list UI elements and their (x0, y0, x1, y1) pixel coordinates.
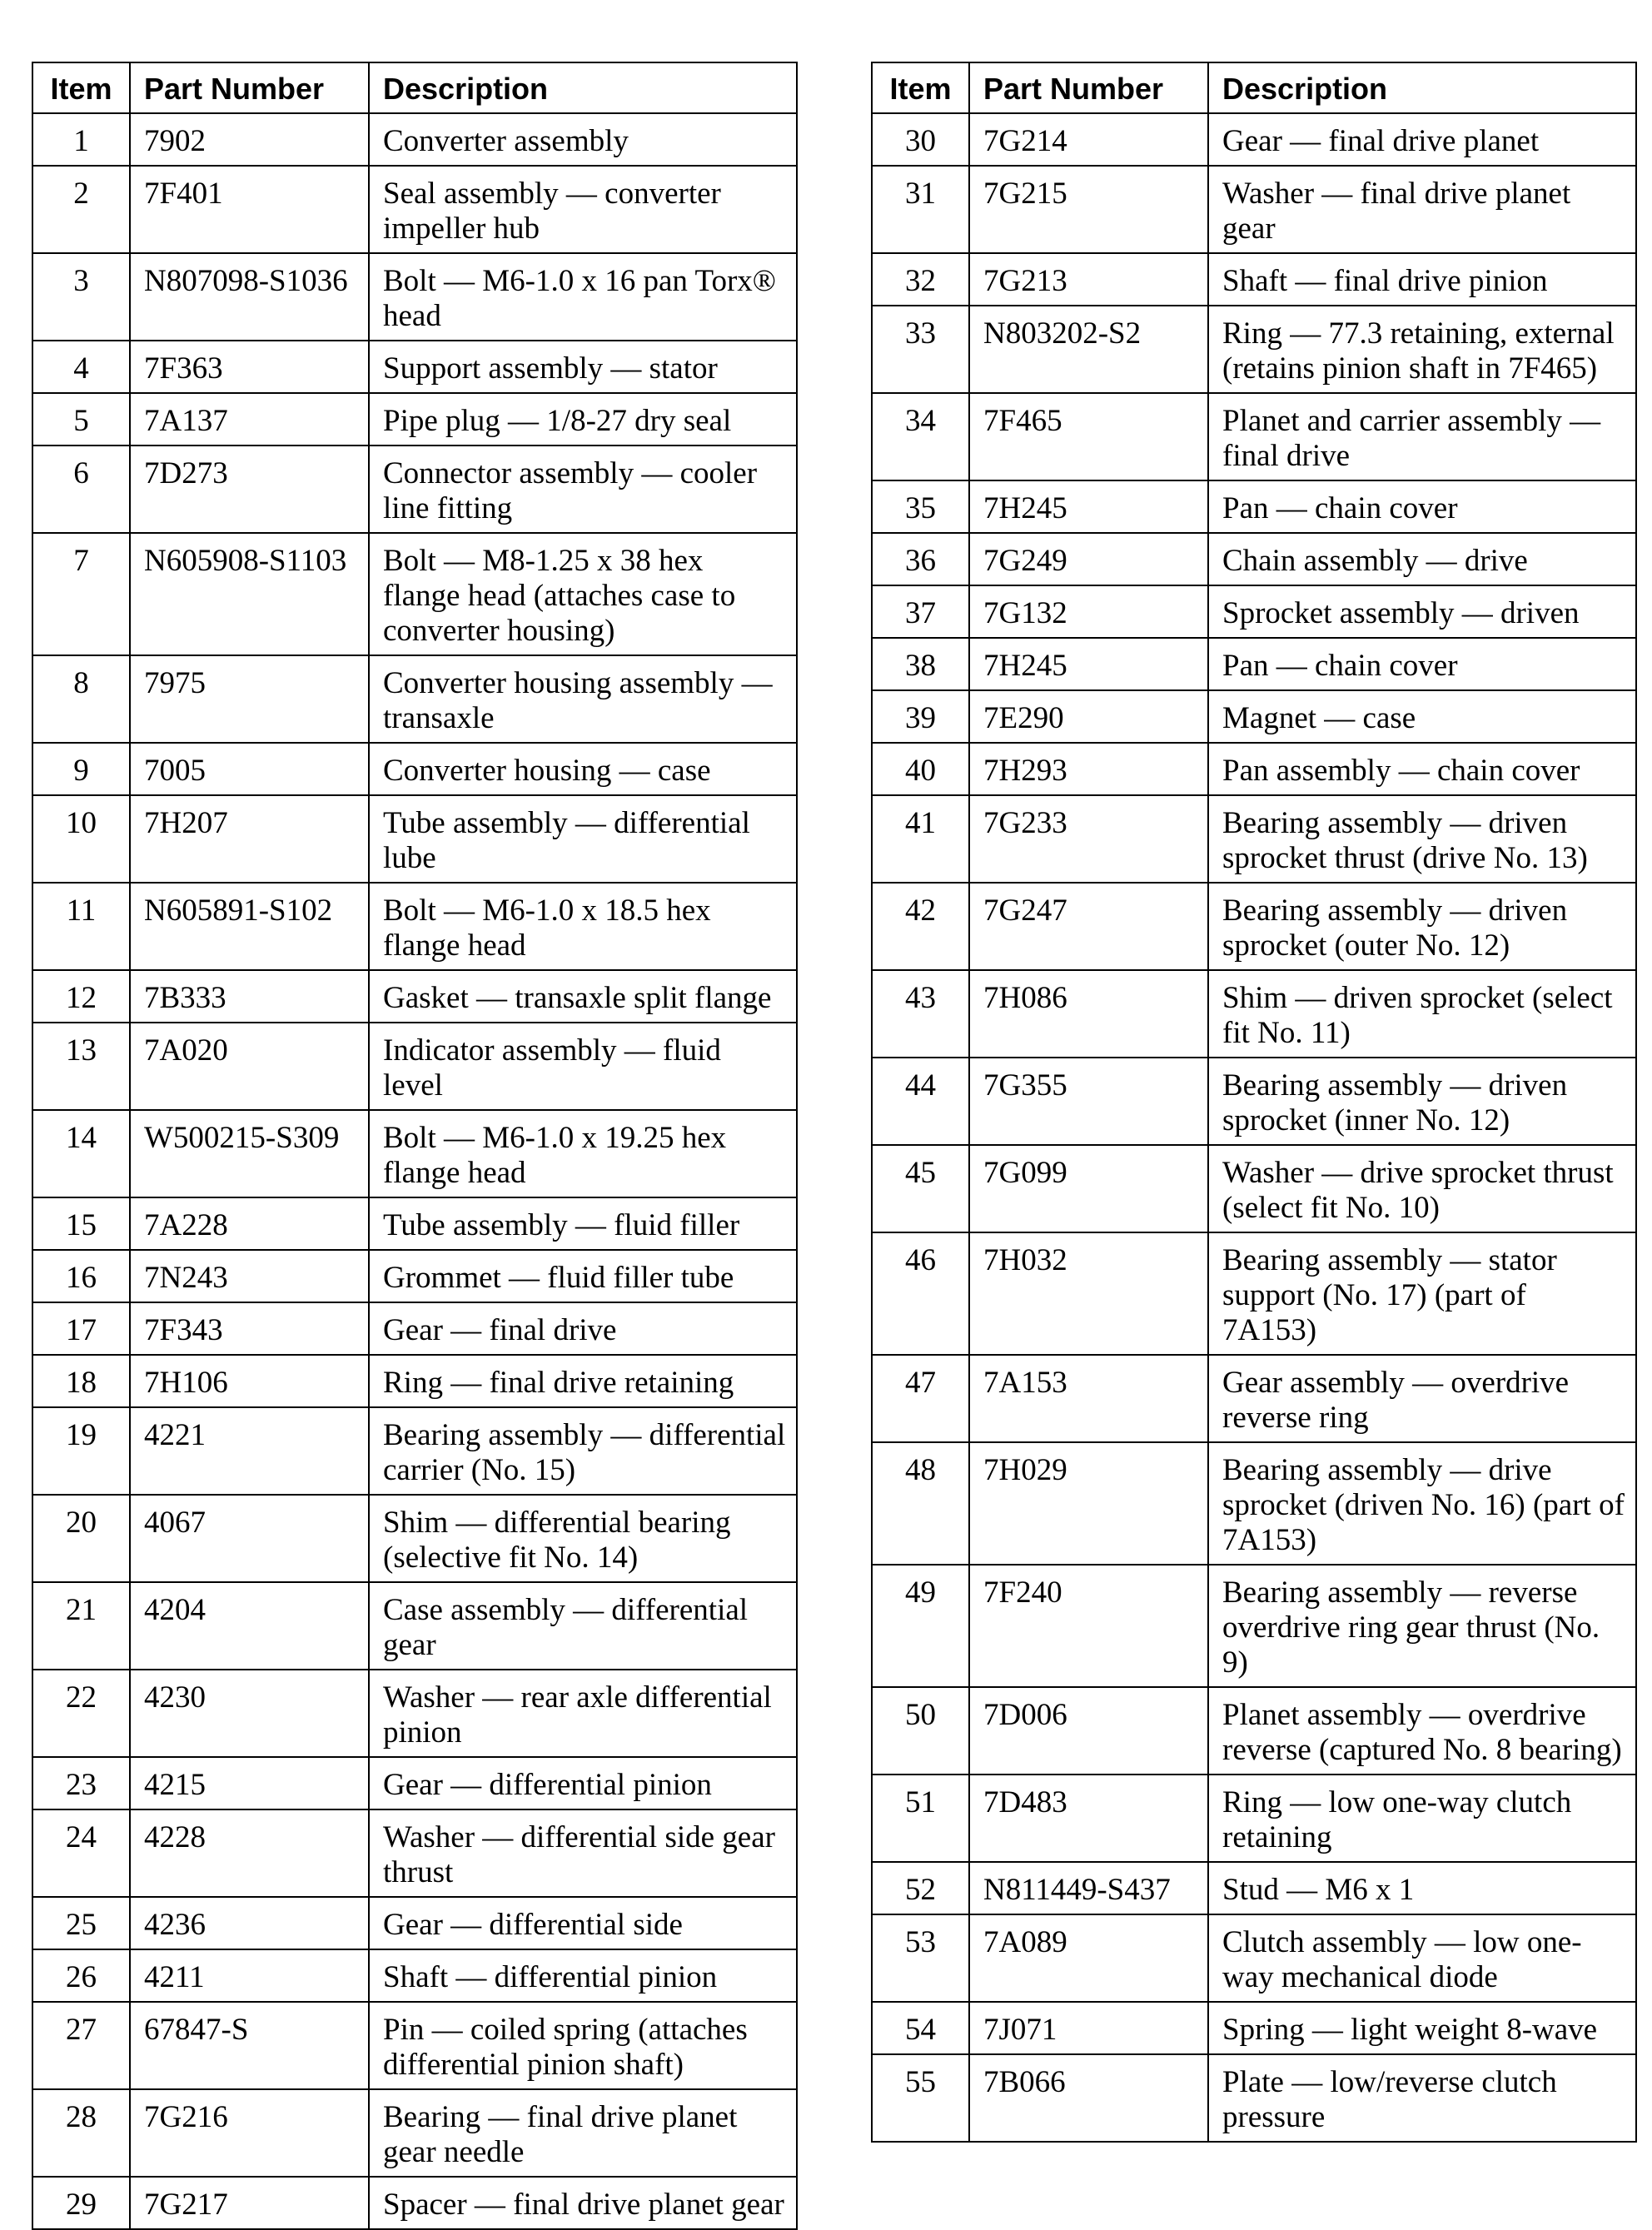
part-number: 7G214 (969, 113, 1208, 166)
part-description: Ring — final drive retaining (369, 1355, 797, 1407)
table-row (32, 1302, 797, 1355)
part-number: 4067 (130, 1495, 369, 1582)
part-number: 7F401 (130, 166, 369, 253)
item-number: 54 (872, 2002, 969, 2054)
header-description: Description (369, 62, 797, 113)
table-row (872, 883, 1636, 970)
table-row (32, 1757, 797, 1809)
part-description: Bearing assembly — driven sprocket thrust (drive No. 13) (1208, 795, 1636, 883)
item-number: 34 (872, 393, 969, 480)
part-description: Support assembly — stator (369, 341, 797, 393)
table-row (32, 795, 797, 883)
table-row (872, 166, 1636, 253)
item-number: 45 (872, 1145, 969, 1232)
part-number: 4228 (130, 1809, 369, 1897)
part-description: Bearing assembly — driven sprocket (inner No. 12) (1208, 1058, 1636, 1145)
parts-table-left-body (32, 113, 797, 2229)
table-row (32, 1949, 797, 2002)
table-row (32, 2089, 797, 2177)
item-number: 24 (32, 1809, 130, 1897)
part-description: Spring — light weight 8-wave (1208, 2002, 1636, 2054)
part-number: 7F240 (969, 1565, 1208, 1687)
part-description: Planet assembly — overdrive reverse (captured No. 8 bearing) (1208, 1687, 1636, 1775)
item-number: 51 (872, 1775, 969, 1862)
item-number: 48 (872, 1442, 969, 1565)
part-description: Converter housing — case (369, 743, 797, 795)
table-row (872, 1914, 1636, 2002)
item-number: 14 (32, 1110, 130, 1197)
part-description: Pan — chain cover (1208, 638, 1636, 690)
part-number: 7D006 (969, 1687, 1208, 1775)
item-number: 50 (872, 1687, 969, 1775)
table-row (32, 533, 797, 655)
table-row (872, 393, 1636, 480)
item-number: 28 (32, 2089, 130, 2177)
part-description: Bearing assembly — driven sprocket (outer No. 12) (1208, 883, 1636, 970)
part-number: N811449-S437 (969, 1862, 1208, 1914)
table-row (32, 393, 797, 446)
table-row (32, 743, 797, 795)
item-number: 20 (32, 1495, 130, 1582)
table-row (872, 1355, 1636, 1442)
part-number: 7H293 (969, 743, 1208, 795)
table-row (32, 1809, 797, 1897)
table-row (32, 1897, 797, 1949)
part-description: Indicator assembly — fluid level (369, 1023, 797, 1110)
part-description: Shaft — final drive pinion (1208, 253, 1636, 306)
part-number: 7N243 (130, 1250, 369, 1302)
item-number: 21 (32, 1582, 130, 1670)
part-description: Sprocket assembly — driven (1208, 585, 1636, 638)
item-number: 47 (872, 1355, 969, 1442)
part-description: Connector assembly — cooler line fitting (369, 446, 797, 533)
item-number: 16 (32, 1250, 130, 1302)
item-number: 7 (32, 533, 130, 655)
table-row (32, 1670, 797, 1757)
part-description: Tube assembly — fluid filler (369, 1197, 797, 1250)
part-number: 7005 (130, 743, 369, 795)
part-number: 7G249 (969, 533, 1208, 585)
parts-table-left (32, 62, 798, 2230)
header-part-number: Part Number (130, 62, 369, 113)
item-number: 9 (32, 743, 130, 795)
part-number: 7975 (130, 655, 369, 743)
part-description: Bearing assembly — drive sprocket (driven No. 16) (part of 7A153) (1208, 1442, 1636, 1565)
part-description: Clutch assembly — low one-way mechanical diode (1208, 1914, 1636, 2002)
table-header-row (872, 62, 1636, 113)
part-number: 7B333 (130, 970, 369, 1023)
part-number: N605908-S1103 (130, 533, 369, 655)
table-row (872, 1442, 1636, 1565)
part-number: 67847-S (130, 2002, 369, 2089)
table-row (872, 1232, 1636, 1355)
part-description: Planet and carrier assembly — final drive (1208, 393, 1636, 480)
part-number: 7G217 (130, 2177, 369, 2229)
table-row (872, 690, 1636, 743)
part-description: Bearing assembly — stator support (No. 17) (part of 7A153) (1208, 1232, 1636, 1355)
part-number: 7A228 (130, 1197, 369, 1250)
table-row (872, 306, 1636, 393)
part-number: 7G247 (969, 883, 1208, 970)
table-row (32, 1355, 797, 1407)
part-description: Bolt — M6-1.0 x 18.5 hex flange head (369, 883, 797, 970)
item-number: 17 (32, 1302, 130, 1355)
part-description: Ring — 77.3 retaining, external (retains pinion shaft in 7F465) (1208, 306, 1636, 393)
item-number: 19 (32, 1407, 130, 1495)
item-number: 43 (872, 970, 969, 1058)
item-number: 15 (32, 1197, 130, 1250)
part-number: 7A153 (969, 1355, 1208, 1442)
part-number: 7A020 (130, 1023, 369, 1110)
part-number: 7G099 (969, 1145, 1208, 1232)
table-row (32, 1197, 797, 1250)
part-number: 4211 (130, 1949, 369, 2002)
part-number: 4230 (130, 1670, 369, 1757)
part-description: Tube assembly — differential lube (369, 795, 797, 883)
part-description: Washer — final drive planet gear (1208, 166, 1636, 253)
item-number: 40 (872, 743, 969, 795)
part-description: Spacer — final drive planet gear (369, 2177, 797, 2229)
part-number: 7J071 (969, 2002, 1208, 2054)
table-row (872, 585, 1636, 638)
item-number: 46 (872, 1232, 969, 1355)
part-description: Gear — differential side (369, 1897, 797, 1949)
part-description: Bolt — M6-1.0 x 19.25 hex flange head (369, 1110, 797, 1197)
part-description: Case assembly — differential gear (369, 1582, 797, 1670)
table-row (32, 1495, 797, 1582)
part-number: 7B066 (969, 2054, 1208, 2142)
part-description: Gear assembly — overdrive reverse ring (1208, 1355, 1636, 1442)
part-number: 7G132 (969, 585, 1208, 638)
part-number: 7H245 (969, 480, 1208, 533)
part-description: Washer — rear axle differential pinion (369, 1670, 797, 1757)
table-row (32, 2177, 797, 2229)
part-number: 7F343 (130, 1302, 369, 1355)
part-description: Pan — chain cover (1208, 480, 1636, 533)
item-number: 32 (872, 253, 969, 306)
part-number: 7A089 (969, 1914, 1208, 2002)
part-description: Pan assembly — chain cover (1208, 743, 1636, 795)
table-row (872, 1058, 1636, 1145)
header-item: Item (32, 62, 130, 113)
part-number: 7E290 (969, 690, 1208, 743)
table-row (32, 166, 797, 253)
item-number: 12 (32, 970, 130, 1023)
table-row (872, 2002, 1636, 2054)
item-number: 41 (872, 795, 969, 883)
part-description: Shim — differential bearing (selective fit No. 14) (369, 1495, 797, 1582)
part-description: Gear — final drive planet (1208, 113, 1636, 166)
part-description: Shim — driven sprocket (select fit No. 11) (1208, 970, 1636, 1058)
table-row (32, 1250, 797, 1302)
table-row (872, 533, 1636, 585)
part-description: Ring — low one-way clutch retaining (1208, 1775, 1636, 1862)
part-description: Converter housing assembly — transaxle (369, 655, 797, 743)
part-description: Stud — M6 x 1 (1208, 1862, 1636, 1914)
part-description: Pin — coiled spring (attaches differential pinion shaft) (369, 2002, 797, 2089)
table-row (872, 253, 1636, 306)
table-row (872, 743, 1636, 795)
item-number: 3 (32, 253, 130, 341)
item-number: 38 (872, 638, 969, 690)
part-description: Bearing — final drive planet gear needle (369, 2089, 797, 2177)
parts-table-right-body (872, 113, 1636, 2142)
part-description: Pipe plug — 1/8-27 dry seal (369, 393, 797, 446)
part-description: Bolt — M6-1.0 x 16 pan Torx® head (369, 253, 797, 341)
table-row (872, 113, 1636, 166)
table-row (32, 2002, 797, 2089)
table-row (32, 970, 797, 1023)
part-number: 7902 (130, 113, 369, 166)
table-row (872, 1145, 1636, 1232)
item-number: 29 (32, 2177, 130, 2229)
part-number: 7G216 (130, 2089, 369, 2177)
item-number: 37 (872, 585, 969, 638)
item-number: 27 (32, 2002, 130, 2089)
part-description: Grommet — fluid filler tube (369, 1250, 797, 1302)
item-number: 5 (32, 393, 130, 446)
item-number: 53 (872, 1914, 969, 2002)
part-description: Magnet — case (1208, 690, 1636, 743)
item-number: 35 (872, 480, 969, 533)
table-row (32, 1582, 797, 1670)
item-number: 23 (32, 1757, 130, 1809)
part-number: 7F363 (130, 341, 369, 393)
part-description: Seal assembly — converter impeller hub (369, 166, 797, 253)
part-number: 7H207 (130, 795, 369, 883)
part-number: 7G213 (969, 253, 1208, 306)
part-number: 7H086 (969, 970, 1208, 1058)
item-number: 31 (872, 166, 969, 253)
part-number: N807098-S1036 (130, 253, 369, 341)
table-row (872, 638, 1636, 690)
part-number: 7D273 (130, 446, 369, 533)
part-number: 4204 (130, 1582, 369, 1670)
item-number: 8 (32, 655, 130, 743)
table-row (872, 1862, 1636, 1914)
part-number: 7D483 (969, 1775, 1208, 1862)
part-description: Bolt — M8-1.25 x 38 hex flange head (attaches case to converter housing) (369, 533, 797, 655)
table-row (872, 795, 1636, 883)
part-number: 7H245 (969, 638, 1208, 690)
item-number: 22 (32, 1670, 130, 1757)
table-row (872, 1775, 1636, 1862)
table-row (872, 1565, 1636, 1687)
table-header-row (32, 62, 797, 113)
table-row (32, 1023, 797, 1110)
item-number: 52 (872, 1862, 969, 1914)
header-description: Description (1208, 62, 1636, 113)
part-number: N605891-S102 (130, 883, 369, 970)
part-number: 7H032 (969, 1232, 1208, 1355)
item-number: 25 (32, 1897, 130, 1949)
table-row (872, 1687, 1636, 1775)
table-row (872, 480, 1636, 533)
part-description: Gear — final drive (369, 1302, 797, 1355)
part-number: 7H106 (130, 1355, 369, 1407)
item-number: 6 (32, 446, 130, 533)
table-row (32, 1110, 797, 1197)
table-row (32, 253, 797, 341)
item-number: 13 (32, 1023, 130, 1110)
part-number: 7H029 (969, 1442, 1208, 1565)
table-row (32, 883, 797, 970)
item-number: 4 (32, 341, 130, 393)
parts-table-right (871, 62, 1637, 2143)
part-description: Gear — differential pinion (369, 1757, 797, 1809)
item-number: 39 (872, 690, 969, 743)
item-number: 44 (872, 1058, 969, 1145)
part-description: Bearing assembly — differential carrier (No. 15) (369, 1407, 797, 1495)
part-description: Bearing assembly — reverse overdrive ring gear thrust (No. 9) (1208, 1565, 1636, 1687)
item-number: 1 (32, 113, 130, 166)
part-description: Washer — drive sprocket thrust (select fit No. 10) (1208, 1145, 1636, 1232)
item-number: 55 (872, 2054, 969, 2142)
part-number: 4215 (130, 1757, 369, 1809)
part-description: Chain assembly — drive (1208, 533, 1636, 585)
item-number: 49 (872, 1565, 969, 1687)
part-number: 4221 (130, 1407, 369, 1495)
item-number: 10 (32, 795, 130, 883)
item-number: 11 (32, 883, 130, 970)
table-row (872, 970, 1636, 1058)
part-description: Plate — low/reverse clutch pressure (1208, 2054, 1636, 2142)
item-number: 30 (872, 113, 969, 166)
part-number: 7G233 (969, 795, 1208, 883)
part-number: W500215-S309 (130, 1110, 369, 1197)
part-description: Shaft — differential pinion (369, 1949, 797, 2002)
table-row (32, 113, 797, 166)
part-number: 7F465 (969, 393, 1208, 480)
table-row (32, 655, 797, 743)
table-row (872, 2054, 1636, 2142)
item-number: 26 (32, 1949, 130, 2002)
part-number: 7A137 (130, 393, 369, 446)
part-number: 4236 (130, 1897, 369, 1949)
header-part-number: Part Number (969, 62, 1208, 113)
table-row (32, 446, 797, 533)
item-number: 33 (872, 306, 969, 393)
part-number: N803202-S2 (969, 306, 1208, 393)
item-number: 18 (32, 1355, 130, 1407)
part-description: Washer — differential side gear thrust (369, 1809, 797, 1897)
part-description: Converter assembly (369, 113, 797, 166)
item-number: 42 (872, 883, 969, 970)
part-number: 7G215 (969, 166, 1208, 253)
part-description: Gasket — transaxle split flange (369, 970, 797, 1023)
table-row (32, 341, 797, 393)
header-item: Item (872, 62, 969, 113)
item-number: 2 (32, 166, 130, 253)
table-row (32, 1407, 797, 1495)
part-number: 7G355 (969, 1058, 1208, 1145)
item-number: 36 (872, 533, 969, 585)
